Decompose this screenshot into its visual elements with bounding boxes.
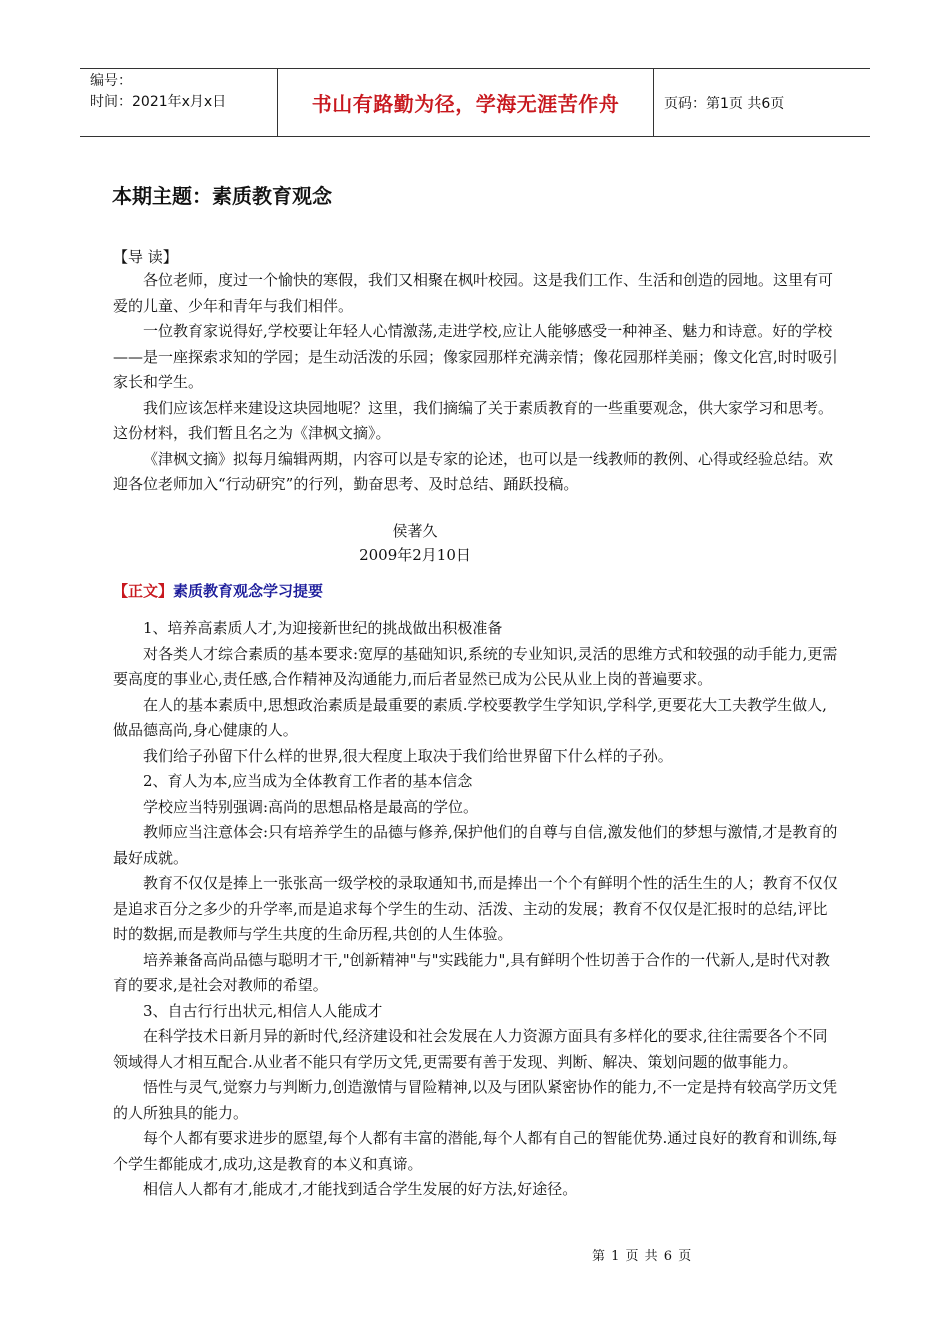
main-paragraph: 在科学技术日新月异的新时代,经济建设和社会发展在人力资源方面具有多样化的要求,往往需要各个不同领域得人才相互配合.从业者不能只有学历文凭,更需要有善于发现、判断、解决、策划问题的做事能力。 bbox=[113, 1027, 828, 1071]
main-body bbox=[113, 616, 839, 1203]
main-paragraph: 3、自古行行出状元,相信人人能成才 bbox=[143, 1001, 383, 1020]
section-title bbox=[113, 580, 323, 601]
guide-body bbox=[113, 268, 839, 498]
section-title-text: 素质教育观念学习提要 bbox=[173, 582, 324, 600]
section-bracket: 【正文】 bbox=[113, 582, 174, 600]
main-paragraph: 教师应当注意体会:只有培养学生的品德与修养,保护他们的自尊与自信,激发他们的梦想与激情,才是教育的最好成就。 bbox=[113, 823, 838, 867]
motto: 书山有路勤为径，学海无涯苦作舟 bbox=[311, 92, 620, 116]
number-label: 编号： bbox=[90, 73, 132, 89]
header-meta bbox=[80, 69, 278, 136]
page-title: 本期主题：素质教育观念 bbox=[112, 184, 332, 208]
main-paragraph: 在人的基本素质中,思想政治素质是最重要的素质.学校要教学生学知识,学科学,更要花大工夫教学生做人,做品德高尚,身心健康的人。 bbox=[113, 695, 827, 739]
guide-paragraph: 一位教育家说得好,学校要让年轻人心情激荡,走进学校,应让人能够感受一种神圣、魅力和诗意。好的学校——是一座探索求知的学园；是生动活泼的乐园；像家园那样充满亲情；像花园那样美丽；像文化宫,时时吸引家长和学生。 bbox=[113, 322, 838, 391]
main-paragraph: 学校应当特别强调:高尚的思想品格是最高的学位。 bbox=[143, 797, 479, 816]
page-footer: 第 1 页 共 6 页 bbox=[592, 1249, 693, 1264]
main-paragraph: 2、育人为本,应当成为全体教育工作者的基本信念 bbox=[143, 772, 473, 790]
main-paragraph: 我们给子孙留下什么样的世界,很大程度上取决于我们给世界留下什么样的子孙。 bbox=[143, 746, 673, 765]
guide-paragraph: 《津枫文摘》拟每月编辑两期，内容可以是专家的论述，也可以是一线教师的教例、心得或经验总结。欢迎各位老师加入“行动研究”的行列，勤奋思考、及时总结、踊跃投稿。 bbox=[113, 449, 834, 493]
page-info: 页码：第1页 共6页 bbox=[664, 95, 785, 112]
main-paragraph: 教育不仅仅是捧上一张张高一级学校的录取通知书,而是捧出一个个有鲜明个性的活生生的人；教育不仅仅是追求百分之多少的升学率,而是追求每个学生的生动、活泼、主动的发展；教育不仅仅是汇报时的总结,评比时的数据,而是教师与学生共度的生命历程,共创的人生体验。 bbox=[113, 874, 838, 943]
document-header bbox=[80, 68, 870, 137]
guide-paragraph: 各位老师，度过一个愉快的寒假，我们又相聚在枫叶校园。这是我们工作、生活和创造的园地。这里有可爱的儿童、少年和青年与我们相伴。 bbox=[113, 271, 834, 315]
guide-paragraph: 我们应该怎样来建设这块园地呢？这里，我们摘编了关于素质教育的一些重要观念，供大家学习和思考。这份材料，我们暂且名之为《津枫文摘》。 bbox=[113, 398, 834, 442]
main-paragraph: 每个人都有要求进步的愿望,每个人都有丰富的潜能,每个人都有自己的智能优势.通过良好的教育和训练,每个学生都能成才,成功,这是教育的本义和真谛。 bbox=[113, 1129, 838, 1173]
author-name: 侯著久 bbox=[392, 522, 438, 540]
time-label: 时间：2021年x月x日 bbox=[90, 94, 227, 110]
author-date: 2009年2月10日 bbox=[359, 546, 471, 564]
header-motto-cell bbox=[278, 69, 654, 136]
header-page-info bbox=[654, 69, 870, 136]
main-paragraph: 相信人人都有才,能成才,才能找到适合学生发展的好方法,好途径。 bbox=[143, 1180, 578, 1198]
main-paragraph: 1、培养高素质人才,为迎接新世纪的挑战做出积极准备 bbox=[143, 619, 503, 637]
main-paragraph: 培养兼备高尚品德与聪明才干,"创新精神"与"实践能力",具有鲜明个性切善于合作的一代新人,是时代对教育的要求,是社会对教师的希望。 bbox=[113, 950, 830, 994]
main-paragraph: 对各类人才综合素质的基本要求:宽厚的基础知识,系统的专业知识,灵活的思维方式和较强的动手能力,更需要高度的事业心,责任感,合作精神及沟通能力,而后者显然已成为公民从业上岗的普遍要求。 bbox=[113, 644, 838, 688]
guide-label: 【导 读】 bbox=[113, 248, 178, 266]
main-paragraph: 悟性与灵气,觉察力与判断力,创造激情与冒险精神,以及与团队紧密协作的能力,不一定是持有较高学历文凭的人所独具的能力。 bbox=[113, 1078, 838, 1122]
